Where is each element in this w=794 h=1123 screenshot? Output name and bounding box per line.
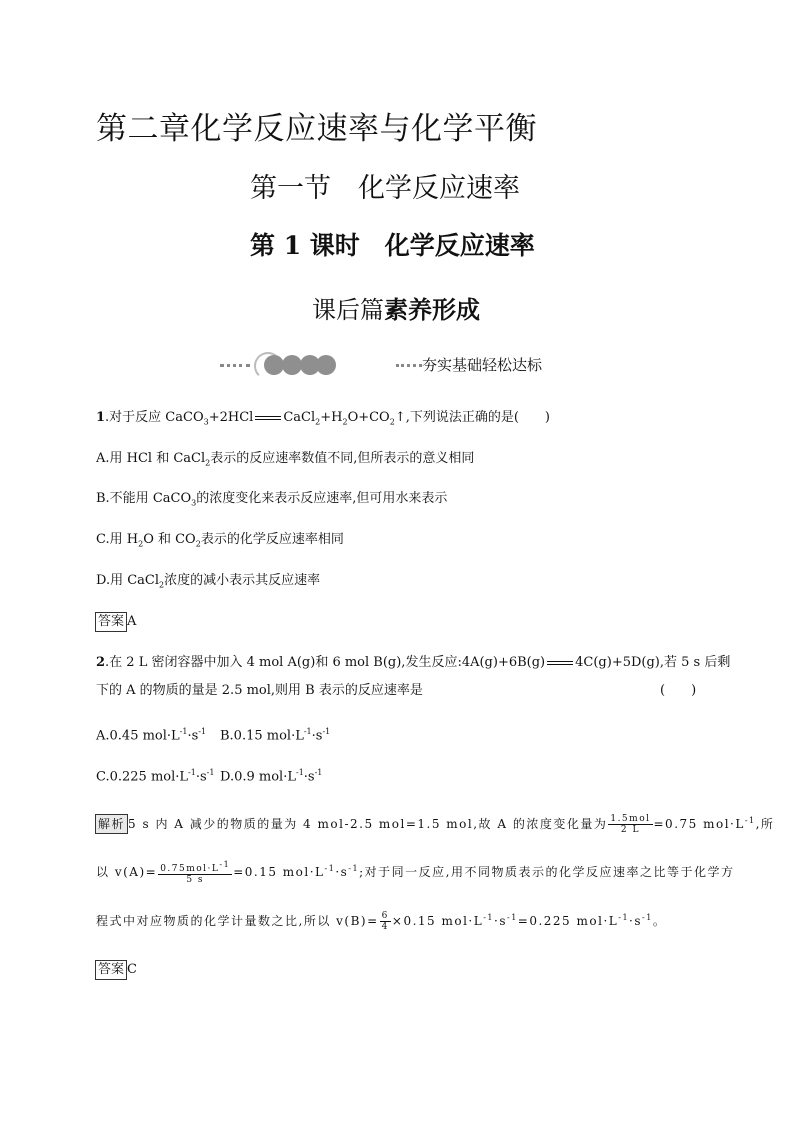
q1-option-d: D.用 CaCl$_2$浓度的减小表示其反应速率 xyxy=(96,573,321,590)
part-title: 课后篇素养形成 xyxy=(312,296,480,324)
circle-icon xyxy=(264,355,284,375)
circle-icon xyxy=(282,355,302,375)
fraction: $\frac{0.75mol\cdot L^{-1}}{5 s}$ xyxy=(160,860,231,885)
q1-option-b: B.不能用 CaCO$_3$的浓度变化来表示反应速率,但可用水来表示 xyxy=(96,491,448,508)
q2-stem-line1: 2.在 2 L 密闭容器中加入 4 mol A(g)和 6 mol B(g),发生反应:4A(g)+6B(g) 4C(g)+5D(g),若 5 s 后剩 xyxy=(96,655,731,670)
fraction: $\frac{6}{4}$ xyxy=(381,911,389,932)
q2-analysis-line1: 解析 5 s 内 A 减少的物质的量为 4 mol-2.5 mol=1.5 mol,故 A 的浓度变化量为 $\frac{\text{1.5mol}}{2 L}$ =0.75 $mol\cdot L^{-1}$,所 xyxy=(95,812,774,835)
circle-icon xyxy=(316,355,336,375)
q2-stem-line2: 下的 A 的物质的量是 2.5 mol,则用 B 表示的反应速率是 xyxy=(96,683,423,698)
q2-analysis-line3: 程式中对应物质的化学计量数之比,所以 v(B)= $\frac{6}{4}$ ×0.15 $mol\cdot L^{-1}\cdot s^{-1}=0.225$ $mol\cdot L^{-1}\cdot s^{-1}$。 xyxy=(96,911,667,932)
dotted-line-right xyxy=(396,364,422,367)
dotted-line-left xyxy=(220,364,250,367)
q2-paren: ( ) xyxy=(660,683,697,698)
q1-option-a: A.用 HCl 和 CaCl$_2$表示的反应速率数值不同,但所表示的意义相同 xyxy=(96,451,475,468)
q2-answer: 答案 C xyxy=(95,960,137,980)
answer-label: 答案 xyxy=(95,960,127,980)
q1-stem: 1.对于反应 CaCO$_3$+2HCl $CaCl_2+H_2O+CO_2↑$,下列说法正确的是( ) xyxy=(96,410,550,427)
q1-option-c: C.用 $H_2O$ 和 $CO_2$表示的化学反应速率相同 xyxy=(96,532,344,549)
q2-option-c: C.0.225 $mol\cdot L^{-1}\cdot s^{-1}$ xyxy=(96,768,215,785)
answer-label: 答案 xyxy=(95,612,127,632)
equilibrium-arrow-icon xyxy=(547,661,573,665)
fraction: $\frac{\text{1.5mol}}{2 L}$ xyxy=(610,814,651,835)
q2-analysis-line2: 以 v(A)= $\frac{0.75mol\cdot L^{-1}}{5 s}$ =0.15 $mol\cdot L^{-1}\cdot s^{-1}$;对于同一反应,用不同物质表示的化学反应速率之比等于化学方 xyxy=(96,860,735,885)
q2-option-b: B.0.15 $mol\cdot L^{-1}\cdot s^{-1}$ xyxy=(220,727,331,744)
lesson-title: 第 1 课时 化学反应速率 xyxy=(250,231,535,260)
q2-option-d: D.0.9 $mol\cdot L^{-1}\cdot s^{-1}$ xyxy=(220,768,323,785)
q2-option-a: A.0.45 $mol\cdot L^{-1}\cdot s^{-1}$ xyxy=(96,727,207,744)
analysis-label: 解析 xyxy=(95,814,128,834)
equals-arrow-icon xyxy=(255,416,281,420)
q1-answer: 答案 A xyxy=(95,612,136,632)
chapter-title: 第二章化学反应速率与化学平衡 xyxy=(96,111,537,147)
banner-text: 夯实基础轻松达标 xyxy=(422,356,543,374)
section-title: 第一节 化学反应速率 xyxy=(250,173,520,204)
section-banner xyxy=(220,352,580,380)
